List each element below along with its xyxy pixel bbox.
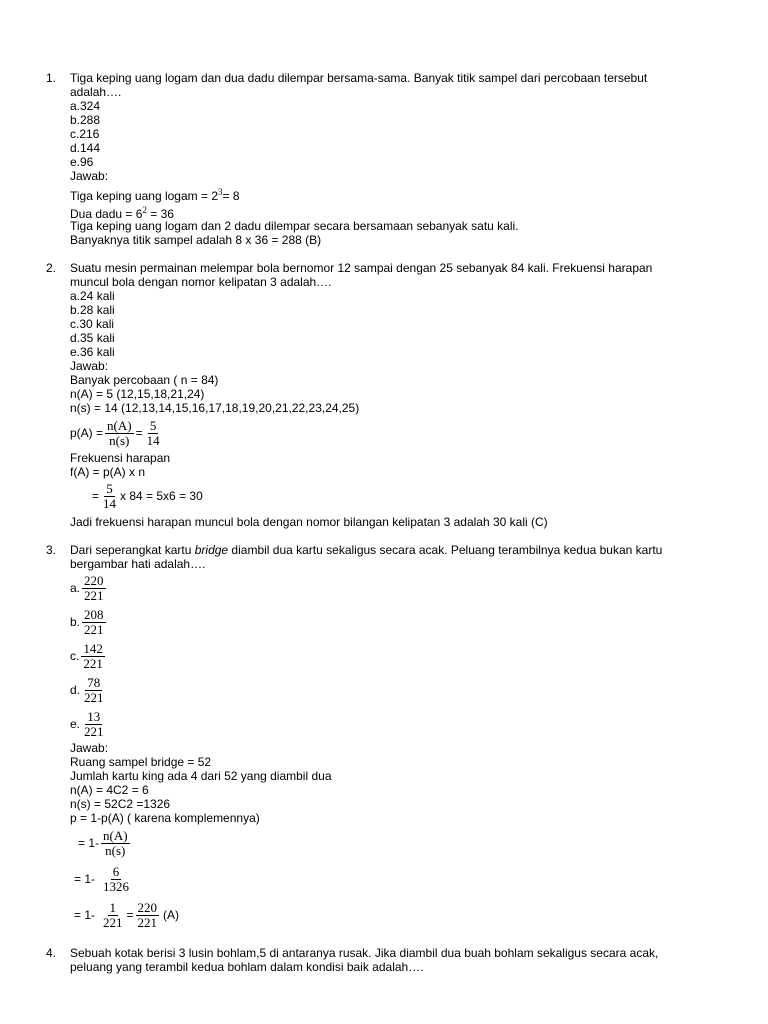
option-label: c. <box>70 649 80 663</box>
solution-text: = 8 <box>222 189 240 203</box>
question-text: diambil dua kartu sekaligus secara acak. Peluang terambilnya kedua bukan kartu <box>228 543 663 557</box>
option <box>70 707 710 741</box>
equals-sign: = <box>135 426 143 440</box>
numerator: 1 <box>109 899 117 915</box>
solution-line: Banyaknya titik sampel adalah 8 x 36 = 288 (B) <box>70 233 322 247</box>
solution-line: n(s) = 52C2 =1326 <box>70 797 171 811</box>
option: c.216 <box>70 127 100 141</box>
question-body <box>70 71 710 247</box>
solution-line: n(A) = 4C2 = 6 <box>70 783 149 797</box>
solution-line: Banyak percobaan ( n = 84) <box>70 373 219 387</box>
question-text-line <box>70 543 710 557</box>
solution-line: Jadi frekuensi harapan muncul bola dengan nomor bilangan kelipatan 3 adalah 30 kali (C) <box>70 515 548 529</box>
option <box>70 571 710 605</box>
numerator: n(A) <box>107 417 132 433</box>
option: c.30 kali <box>70 317 115 331</box>
denominator: 221 <box>103 914 123 930</box>
question-text-line: bergambar hati adalah…. <box>70 557 206 571</box>
denominator: 1326 <box>103 878 130 894</box>
solution-line: Frekuensi harapan <box>70 451 171 465</box>
question-number: 3. <box>46 543 57 557</box>
fraction <box>101 901 125 930</box>
fraction <box>101 482 118 511</box>
numerator: 220 <box>137 899 158 915</box>
equation-text: x 84 = 5x6 = 30 <box>120 489 203 503</box>
option-label: e. <box>70 717 81 731</box>
solution-line <box>70 201 710 219</box>
complement-step-2 <box>70 861 710 897</box>
question-body <box>70 543 710 933</box>
numerator: 142 <box>83 640 103 656</box>
fraction <box>105 419 134 448</box>
equals-sign: = <box>126 908 134 922</box>
question-number: 4. <box>46 946 57 960</box>
equation-label: p(A) = <box>70 426 104 440</box>
exponent: 3 <box>218 187 223 197</box>
question-text: Dari seperangkat kartu <box>70 543 195 557</box>
answer-heading: Jawab: <box>70 741 109 755</box>
fraction <box>81 642 105 671</box>
solution-line <box>70 183 710 201</box>
numerator: 208 <box>84 606 104 622</box>
question-text-line: Tiga keping uang logam dan dua dadu dilempar bersama-sama. Banyak titik sampel dari percobaan tersebut <box>70 71 648 85</box>
option <box>70 639 710 673</box>
expectation-equation <box>70 479 710 513</box>
fraction <box>82 608 106 637</box>
denominator: n(s) <box>109 432 130 448</box>
fraction <box>82 676 106 705</box>
solution-line: n(A) = 5 (12,15,18,21,24) <box>70 387 205 401</box>
denominator: 221 <box>84 587 104 603</box>
answer-heading: Jawab: <box>70 169 109 183</box>
option: a.24 kali <box>70 289 115 303</box>
option <box>70 605 710 639</box>
denominator: 221 <box>84 621 104 637</box>
denominator: 221 <box>137 914 158 930</box>
question-text-line: adalah…. <box>70 85 122 99</box>
fraction <box>101 865 131 894</box>
denominator: 14 <box>146 432 160 448</box>
option: e.36 kali <box>70 345 115 359</box>
denominator: 221 <box>84 689 104 705</box>
denominator: 221 <box>84 723 104 739</box>
solution-line: f(A) = p(A) x n <box>70 465 146 479</box>
question-number: 1. <box>46 71 57 85</box>
question-text-line: Suatu mesin permainan melempar bola bernomor 12 sampai dengan 25 sebanyak 84 kali. Frekuensi harapan <box>70 261 653 275</box>
numerator: n(A) <box>103 827 128 843</box>
complement-step-3 <box>70 897 710 933</box>
option: b.288 <box>70 113 101 127</box>
question-text-line: muncul bola dengan nomor kelipatan 3 adalah…. <box>70 275 332 289</box>
numerator: 5 <box>106 480 113 496</box>
equation-text: = 1- <box>78 836 100 850</box>
exponent: 2 <box>142 205 147 215</box>
solution-text: = 36 <box>146 207 174 221</box>
solution-line: Tiga keping uang logam dan 2 dadu dilempar secara bersamaan sebanyak satu kali. <box>70 219 519 233</box>
option: a.324 <box>70 99 101 113</box>
option-label: b. <box>70 615 81 629</box>
question-body <box>70 946 710 974</box>
solution-line: Ruang sampel bridge = 52 <box>70 755 212 769</box>
numerator: 5 <box>149 417 157 433</box>
denominator: n(s) <box>105 842 126 858</box>
option-label: a. <box>70 581 81 595</box>
numerator: 220 <box>84 572 104 588</box>
question-body <box>70 261 710 529</box>
answer-choice: (A) <box>163 908 180 922</box>
complement-step-1 <box>70 825 710 861</box>
fraction <box>82 574 106 603</box>
equals-sign: = <box>92 489 100 503</box>
fraction <box>145 419 162 448</box>
option-label: d. <box>70 683 81 697</box>
question-text-line: Sebuah kotak berisi 3 lusin bohlam,5 di antaranya rusak. Jika diambil dua buah bohlam sekaligus secara acak, <box>70 946 659 960</box>
equation-text: = 1- <box>74 872 96 886</box>
option <box>70 673 710 707</box>
solution-text: Dua dadu = 6 <box>70 207 143 221</box>
numerator: 13 <box>87 708 101 724</box>
option: b.28 kali <box>70 303 115 317</box>
probability-equation <box>70 415 710 451</box>
denominator: 221 <box>83 655 103 671</box>
solution-line: Jumlah kartu king ada 4 dari 52 yang diambil dua <box>70 769 332 783</box>
question-number: 2. <box>46 261 57 275</box>
option: e.96 <box>70 155 94 169</box>
solution-line: p = 1-p(A) ( karena komplemennya) <box>70 811 260 825</box>
numerator: 6 <box>112 863 120 879</box>
equation-text: = 1- <box>74 908 96 922</box>
numerator: 78 <box>87 674 101 690</box>
answer-heading: Jawab: <box>70 359 109 373</box>
fraction <box>82 710 106 739</box>
option: d.144 <box>70 141 101 155</box>
fraction <box>101 829 130 858</box>
option: d.35 kali <box>70 331 115 345</box>
question-text-line: peluang yang terambil kedua bohlam dalam kondisi baik adalah…. <box>70 960 424 974</box>
question-text-italic: bridge <box>194 543 229 557</box>
denominator: 14 <box>103 495 117 511</box>
fraction <box>136 901 160 930</box>
solution-text: Tiga keping uang logam = 2 <box>70 189 218 203</box>
solution-line: n(s) = 14 (12,13,14,15,16,17,18,19,20,21,22,23,24,25) <box>70 401 360 415</box>
